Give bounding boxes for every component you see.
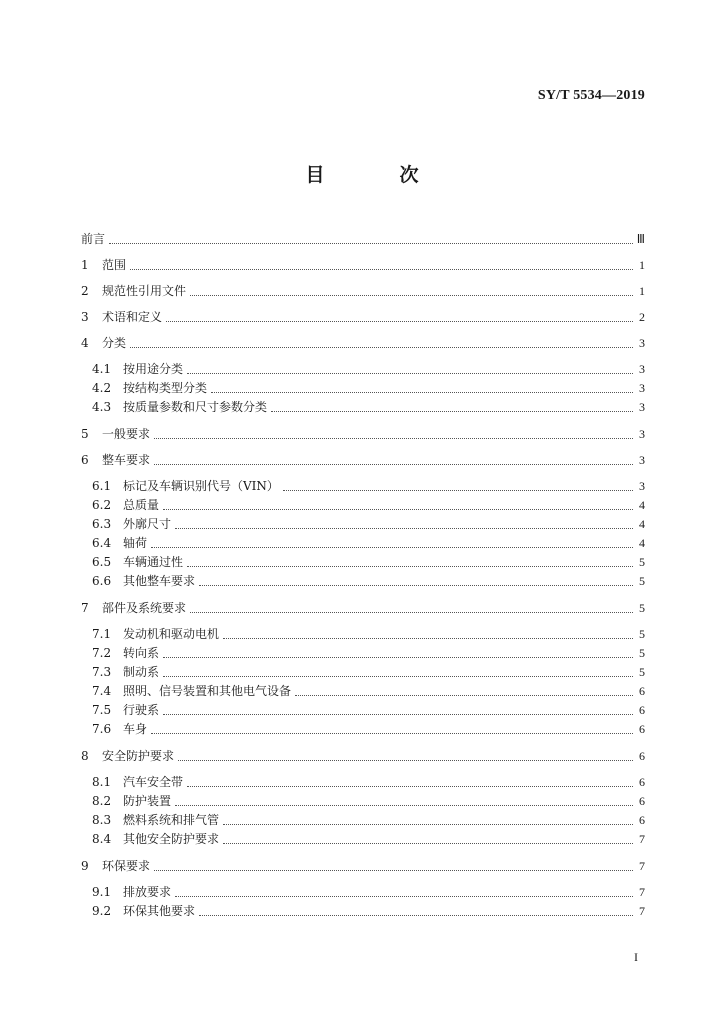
dot-leader <box>130 347 633 348</box>
toc-entry[interactable] <box>92 379 645 397</box>
toc-entry-label: 燃料系统和排气管 <box>123 813 220 827</box>
toc-entry-page: 2 <box>639 310 645 324</box>
toc-entry-label: 部件及系统要求 <box>102 601 187 615</box>
toc-entry[interactable] <box>81 451 645 469</box>
toc-entry-page: 6 <box>639 722 645 736</box>
dot-leader <box>154 464 633 465</box>
toc-entry-label: 行驶系 <box>123 703 160 717</box>
toc-entry[interactable] <box>92 773 645 791</box>
toc-entry-page: 6 <box>639 794 645 808</box>
dot-leader <box>151 547 633 548</box>
dot-leader <box>130 269 633 270</box>
toc-entry-number: 8 <box>81 749 89 763</box>
dot-leader <box>163 509 633 510</box>
toc-entry[interactable] <box>81 747 645 765</box>
dot-leader <box>163 714 633 715</box>
toc-entry-label: 发动机和驱动电机 <box>123 627 220 641</box>
toc-entry-label: 外廓尺寸 <box>123 517 172 531</box>
toc-entry-number: 9.1 <box>92 885 112 899</box>
toc-entry-page: 3 <box>639 362 645 376</box>
dot-leader <box>178 760 633 761</box>
toc-entry[interactable] <box>92 515 645 533</box>
toc-entry-page: 4 <box>639 498 645 512</box>
toc-entry[interactable] <box>81 425 645 443</box>
toc-entry[interactable] <box>92 477 645 495</box>
toc-entry[interactable] <box>92 792 645 810</box>
toc-entry-number: 4 <box>81 336 89 350</box>
toc-entry-page: 3 <box>639 479 645 493</box>
toc-entry-label: 转向系 <box>123 646 160 660</box>
toc-entry-label: 规范性引用文件 <box>102 284 187 298</box>
toc-entry[interactable] <box>81 256 645 274</box>
toc-entry-label: 按质量参数和尺寸参数分类 <box>123 400 268 414</box>
toc-entry[interactable] <box>92 682 645 700</box>
dot-leader <box>199 915 633 916</box>
toc-entry-number: 7.5 <box>92 703 112 717</box>
toc-entry-label: 车辆通过性 <box>123 555 184 569</box>
toc-entry-number: 6.4 <box>92 536 112 550</box>
toc-entry[interactable] <box>92 360 645 378</box>
dot-leader <box>166 321 633 322</box>
toc-entry-label: 制动系 <box>123 665 160 679</box>
toc-entry-number: 3 <box>81 310 89 324</box>
toc-entry-page: 3 <box>639 400 645 414</box>
toc-entry-page: 1 <box>639 258 645 272</box>
toc-entry[interactable] <box>92 811 645 829</box>
toc-entry-label: 范围 <box>102 258 127 272</box>
toc-entry-number: 6.1 <box>92 479 112 493</box>
toc-entry-number: 5 <box>81 427 89 441</box>
toc-entry-page: 3 <box>639 381 645 395</box>
toc-entry-label: 防护装置 <box>123 794 172 808</box>
toc-entry-number: 8.4 <box>92 832 112 846</box>
toc-entry-number: 7.4 <box>92 684 112 698</box>
toc-entry-page: 5 <box>639 574 645 588</box>
dot-leader <box>187 786 633 787</box>
toc-entry-number: 4.3 <box>92 400 112 414</box>
toc-entry-page: 3 <box>639 336 645 350</box>
toc-entry-page: Ⅲ <box>636 232 645 246</box>
toc-entry[interactable] <box>92 883 645 901</box>
toc-entry-number: 9.2 <box>92 904 112 918</box>
dot-leader <box>109 243 633 244</box>
toc-entry-number: 2 <box>81 284 89 298</box>
toc-entry-label: 排放要求 <box>123 885 172 899</box>
toc-entry-label: 其他安全防护要求 <box>123 832 220 846</box>
dot-leader <box>151 733 633 734</box>
toc-entry-label: 按用途分类 <box>123 362 184 376</box>
page-number: I <box>634 950 638 964</box>
toc-entry[interactable] <box>92 572 645 590</box>
toc-entry[interactable] <box>92 830 645 848</box>
toc-entry-page: 6 <box>639 775 645 789</box>
dot-leader <box>175 896 633 897</box>
toc-entry[interactable] <box>92 398 645 416</box>
toc-entry-number: 1 <box>81 258 89 272</box>
dot-leader <box>283 490 633 491</box>
toc-entry[interactable] <box>92 625 645 643</box>
toc-entry[interactable] <box>92 644 645 662</box>
toc-entry-number: 4.1 <box>92 362 112 376</box>
toc-entry[interactable] <box>81 308 645 326</box>
dot-leader <box>211 392 633 393</box>
toc-entry[interactable] <box>92 902 645 920</box>
toc-entry-page: 5 <box>639 555 645 569</box>
toc-entry-label: 按结构类型分类 <box>123 381 208 395</box>
toc-entry-page: 1 <box>639 284 645 298</box>
toc-entry-number: 6.2 <box>92 498 112 512</box>
toc-entry[interactable] <box>92 534 645 552</box>
toc-entry-label: 标记及车辆识别代号（VIN） <box>123 479 279 493</box>
toc-entry-number: 7.3 <box>92 665 112 679</box>
toc-entry-label: 环保要求 <box>102 859 151 873</box>
dot-leader <box>190 612 633 613</box>
toc-entry-page: 6 <box>639 703 645 717</box>
toc-entry-label: 术语和定义 <box>102 310 163 324</box>
toc-entry-number: 8.3 <box>92 813 112 827</box>
dot-leader <box>187 566 633 567</box>
toc-entry-page: 6 <box>639 813 645 827</box>
toc-entry-number: 9 <box>81 859 89 873</box>
dot-leader <box>223 824 633 825</box>
toc-entry-number: 6.3 <box>92 517 112 531</box>
toc-entry-label: 其他整车要求 <box>123 574 196 588</box>
dot-leader <box>199 585 633 586</box>
toc-entry-number: 8.1 <box>92 775 112 789</box>
toc-entry[interactable] <box>92 496 645 514</box>
toc-entry[interactable] <box>81 334 645 352</box>
dot-leader <box>163 676 633 677</box>
toc-entry-number: 7.6 <box>92 722 112 736</box>
toc-entry-page: 5 <box>639 627 645 641</box>
toc-entry-number: 6.5 <box>92 555 112 569</box>
toc-entry-number: 6.6 <box>92 574 112 588</box>
toc-entry[interactable] <box>81 857 645 875</box>
toc-entry[interactable] <box>92 553 645 571</box>
toc-entry-number: 7.1 <box>92 627 112 641</box>
toc-entry-label: 整车要求 <box>102 453 151 467</box>
dot-leader <box>187 373 633 374</box>
dot-leader <box>295 695 633 696</box>
toc-entry-page: 7 <box>639 904 645 918</box>
dot-leader <box>163 657 633 658</box>
toc-entry-page: 4 <box>639 536 645 550</box>
toc-entry-page: 7 <box>639 859 645 873</box>
toc-entry[interactable] <box>81 599 645 617</box>
dot-leader <box>223 638 633 639</box>
toc-entry-number: 7 <box>81 601 89 615</box>
toc-entry[interactable] <box>92 701 645 719</box>
toc-entry-page: 6 <box>639 749 645 763</box>
toc-entry[interactable] <box>92 720 645 738</box>
dot-leader <box>175 805 633 806</box>
dot-leader <box>223 843 633 844</box>
dot-leader <box>154 438 633 439</box>
toc-entry[interactable] <box>81 230 645 248</box>
dot-leader <box>175 528 633 529</box>
toc-entry-label: 总质量 <box>123 498 160 512</box>
dot-leader <box>154 870 633 871</box>
toc-entry-page: 7 <box>639 885 645 899</box>
toc-entry-page: 3 <box>639 427 645 441</box>
toc-entry-page: 3 <box>639 453 645 467</box>
toc-entry[interactable] <box>92 663 645 681</box>
toc-entry-label: 车身 <box>123 722 148 736</box>
page-title: 目 次 <box>305 164 447 186</box>
toc-entry-number: 7.2 <box>92 646 112 660</box>
dot-leader <box>190 295 633 296</box>
toc-entry-number: 8.2 <box>92 794 112 808</box>
toc-entry-page: 4 <box>639 517 645 531</box>
toc-entry[interactable] <box>81 282 645 300</box>
toc-entry-number: 6 <box>81 453 89 467</box>
standard-code: SY/T 5534—2019 <box>537 88 645 103</box>
toc-entry-label: 前言 <box>81 232 106 246</box>
toc-entry-label: 分类 <box>102 336 127 350</box>
toc-entry-label: 环保其他要求 <box>123 904 196 918</box>
toc-entry-label: 一般要求 <box>102 427 151 441</box>
dot-leader <box>271 411 633 412</box>
toc-entry-page: 5 <box>639 601 645 615</box>
toc-entry-label: 安全防护要求 <box>102 749 175 763</box>
toc-entry-label: 轴荷 <box>123 536 148 550</box>
toc-entry-page: 5 <box>639 646 645 660</box>
toc-entry-page: 5 <box>639 665 645 679</box>
toc-entry-page: 7 <box>639 832 645 846</box>
toc-entry-label: 汽车安全带 <box>123 775 184 789</box>
toc-entry-number: 4.2 <box>92 381 112 395</box>
toc-entry-label: 照明、信号装置和其他电气设备 <box>123 684 292 698</box>
toc-entry-page: 6 <box>639 684 645 698</box>
